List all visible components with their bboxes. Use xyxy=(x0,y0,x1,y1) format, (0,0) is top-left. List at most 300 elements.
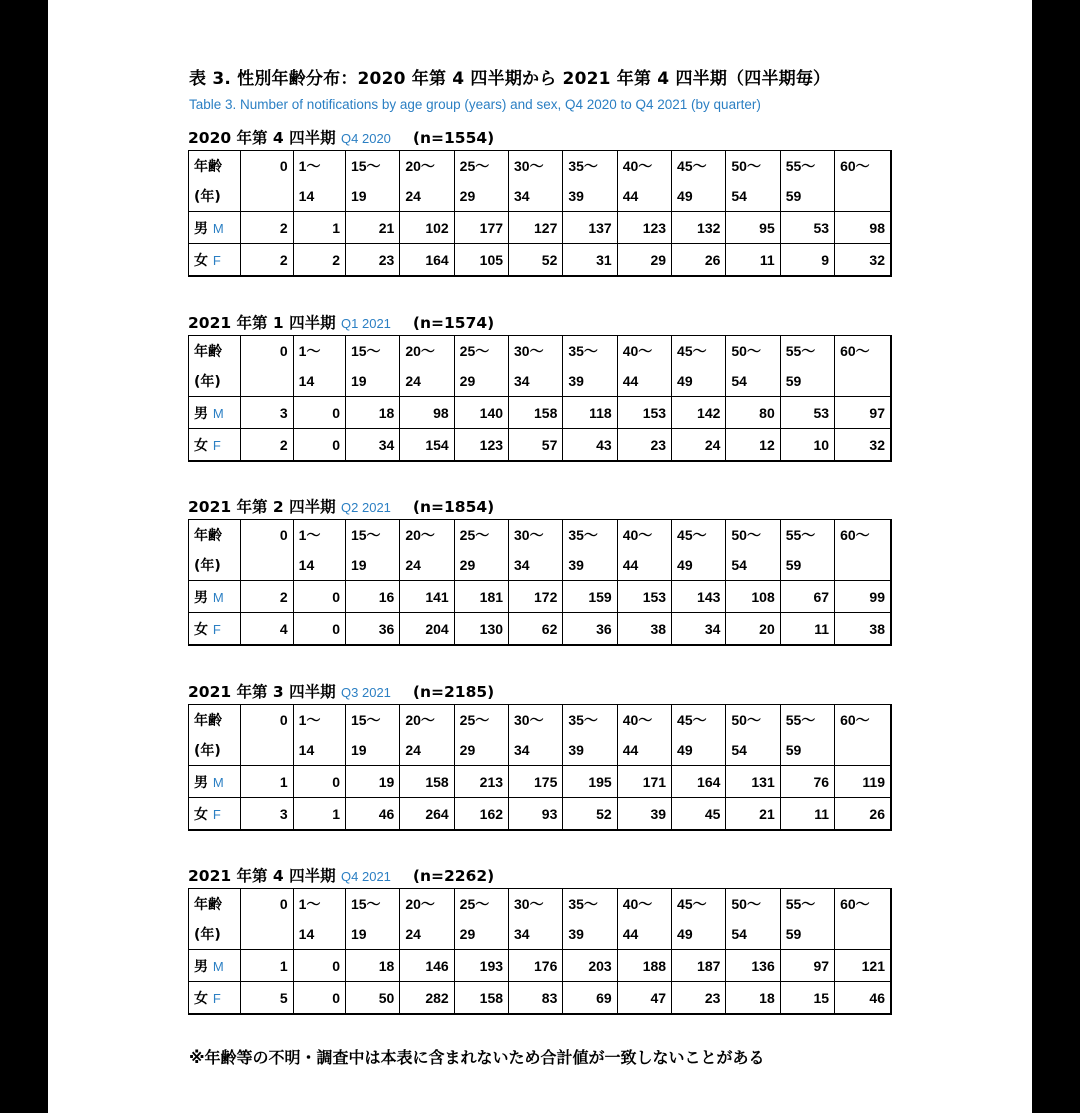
quarter-label-jp: 2020 年第 4 四半期 xyxy=(188,129,336,147)
count-cell: 95 xyxy=(726,212,780,244)
count-cell: 98 xyxy=(400,397,454,429)
sex-label xyxy=(189,798,241,831)
age-group-header: 20〜 xyxy=(400,520,454,551)
age-group-header-end xyxy=(835,550,891,581)
age-header-label: 年齢 xyxy=(189,336,241,367)
age-group-header-end: 44 xyxy=(617,735,671,766)
count-cell: 175 xyxy=(509,766,563,798)
quarter-label-jp: 2021 年第 1 四半期 xyxy=(188,314,336,332)
age-group-header: 25〜 xyxy=(454,705,508,736)
count-cell: 158 xyxy=(509,397,563,429)
age-group-header-end: 24 xyxy=(400,550,454,581)
count-cell: 193 xyxy=(454,950,508,982)
table-title: 表 3. 性別年齢分布：2020 年第 4 四半期から 2021 年第 4 四半期（四半期毎） xyxy=(189,69,831,89)
count-cell: 4 xyxy=(241,613,293,646)
age-unit-label: (年) xyxy=(189,919,241,950)
count-cell: 2 xyxy=(241,429,293,462)
age-group-header: 55〜 xyxy=(780,889,834,920)
age-group-header: 50〜 xyxy=(726,151,780,182)
count-cell: 23 xyxy=(672,982,726,1015)
count-cell: 34 xyxy=(672,613,726,646)
sex-label-jp: 男 xyxy=(194,774,208,791)
age-group-header-end: 14 xyxy=(293,735,345,766)
age-group-header: 55〜 xyxy=(780,151,834,182)
age-group-header: 15〜 xyxy=(345,151,399,182)
count-cell: 18 xyxy=(345,397,399,429)
quarter-heading xyxy=(188,864,892,888)
count-cell: 127 xyxy=(509,212,563,244)
count-cell: 1 xyxy=(293,212,345,244)
age-group-header-end: 24 xyxy=(400,919,454,950)
count-cell: 10 xyxy=(780,429,834,462)
age-group-header: 1〜 xyxy=(293,889,345,920)
count-cell: 11 xyxy=(780,613,834,646)
count-cell: 203 xyxy=(563,950,617,982)
age-group-header: 55〜 xyxy=(780,336,834,367)
age-group-header: 20〜 xyxy=(400,889,454,920)
quarter-count: (n=1554) xyxy=(412,129,495,147)
quarter-label-en: Q2 2021 xyxy=(341,500,391,515)
count-cell: 158 xyxy=(454,982,508,1015)
count-cell: 0 xyxy=(293,581,345,613)
sex-label-jp: 女 xyxy=(194,437,208,454)
count-cell: 132 xyxy=(672,212,726,244)
age-group-header-end: 44 xyxy=(617,550,671,581)
count-cell: 36 xyxy=(345,613,399,646)
document-page xyxy=(48,0,1032,1113)
age-group-header-end: 34 xyxy=(509,550,563,581)
age-group-header: 20〜 xyxy=(400,705,454,736)
age-group-header: 1〜 xyxy=(293,520,345,551)
count-cell: 204 xyxy=(400,613,454,646)
age-group-header: 60〜 xyxy=(835,336,891,367)
count-cell: 158 xyxy=(400,766,454,798)
female-row xyxy=(189,244,892,277)
sex-label-en: F xyxy=(212,252,221,268)
count-cell: 12 xyxy=(726,429,780,462)
age-sex-table xyxy=(188,888,892,1015)
quarter-block xyxy=(188,126,892,277)
age-group-header: 50〜 xyxy=(726,520,780,551)
age-group-header-end: 24 xyxy=(400,735,454,766)
age-group-header-end: 59 xyxy=(780,366,834,397)
footnote: ※年齢等の不明・調査中は本表に含まれないため合計値が一致しないことがある xyxy=(189,1048,765,1067)
age-group-header: 35〜 xyxy=(563,520,617,551)
age-group-header: 25〜 xyxy=(454,520,508,551)
quarter-label-jp: 2021 年第 2 四半期 xyxy=(188,498,336,516)
age-group-header: 0 xyxy=(241,336,293,367)
count-cell: 2 xyxy=(241,581,293,613)
count-cell: 47 xyxy=(617,982,671,1015)
count-cell: 39 xyxy=(617,798,671,831)
age-group-header: 40〜 xyxy=(617,151,671,182)
count-cell: 0 xyxy=(293,429,345,462)
age-group-header: 25〜 xyxy=(454,336,508,367)
sex-label-jp: 女 xyxy=(194,252,208,269)
count-cell: 188 xyxy=(617,950,671,982)
age-group-header: 45〜 xyxy=(672,520,726,551)
sex-label xyxy=(189,982,241,1015)
count-cell: 11 xyxy=(726,244,780,277)
age-group-header-end: 59 xyxy=(780,919,834,950)
age-group-header-end xyxy=(835,735,891,766)
quarter-block xyxy=(188,311,892,462)
female-row xyxy=(189,798,892,831)
count-cell: 2 xyxy=(241,244,293,277)
age-group-header-end: 39 xyxy=(563,366,617,397)
age-group-header-end: 29 xyxy=(454,919,508,950)
age-header-label: 年齢 xyxy=(189,889,241,920)
age-group-header: 20〜 xyxy=(400,336,454,367)
male-row xyxy=(189,581,892,613)
age-group-header: 55〜 xyxy=(780,705,834,736)
count-cell: 26 xyxy=(835,798,891,831)
count-cell: 264 xyxy=(400,798,454,831)
count-cell: 53 xyxy=(780,212,834,244)
age-group-header-end: 39 xyxy=(563,181,617,212)
count-cell: 50 xyxy=(345,982,399,1015)
age-group-header-end: 59 xyxy=(780,181,834,212)
count-cell: 282 xyxy=(400,982,454,1015)
count-cell: 123 xyxy=(454,429,508,462)
age-sex-table xyxy=(188,704,892,831)
age-group-header: 1〜 xyxy=(293,705,345,736)
age-group-header: 15〜 xyxy=(345,889,399,920)
age-group-header-end: 39 xyxy=(563,919,617,950)
sex-label xyxy=(189,581,241,613)
age-group-header: 60〜 xyxy=(835,151,891,182)
quarter-block xyxy=(188,495,892,646)
sex-label-en: F xyxy=(212,437,221,453)
sex-label-jp: 男 xyxy=(194,405,208,422)
quarter-heading xyxy=(188,311,892,335)
sex-label-en: M xyxy=(212,774,224,790)
sex-label-jp: 男 xyxy=(194,220,208,237)
sex-label-jp: 女 xyxy=(194,806,208,823)
age-unit-label: (年) xyxy=(189,366,241,397)
count-cell: 83 xyxy=(509,982,563,1015)
age-group-header: 40〜 xyxy=(617,889,671,920)
count-cell: 36 xyxy=(563,613,617,646)
count-cell: 45 xyxy=(672,798,726,831)
count-cell: 5 xyxy=(241,982,293,1015)
age-group-header: 1〜 xyxy=(293,151,345,182)
count-cell: 1 xyxy=(241,950,293,982)
quarter-count: (n=1854) xyxy=(412,498,495,516)
quarter-heading xyxy=(188,495,892,519)
age-group-header: 1〜 xyxy=(293,336,345,367)
sex-label-en: M xyxy=(212,958,224,974)
age-group-header: 40〜 xyxy=(617,520,671,551)
count-cell: 2 xyxy=(293,244,345,277)
age-group-header: 30〜 xyxy=(509,889,563,920)
sex-label xyxy=(189,397,241,429)
age-header-label: 年齢 xyxy=(189,705,241,736)
age-group-header: 20〜 xyxy=(400,151,454,182)
count-cell: 24 xyxy=(672,429,726,462)
age-group-header-end xyxy=(835,181,891,212)
age-unit-label: (年) xyxy=(189,181,241,212)
sex-label xyxy=(189,766,241,798)
age-group-header-end: 49 xyxy=(672,181,726,212)
count-cell: 136 xyxy=(726,950,780,982)
age-group-header-end: 29 xyxy=(454,181,508,212)
age-group-header-end xyxy=(241,366,293,397)
count-cell: 52 xyxy=(563,798,617,831)
age-group-header-end: 34 xyxy=(509,181,563,212)
age-group-header-end: 54 xyxy=(726,550,780,581)
quarter-block xyxy=(188,680,892,831)
age-group-header-end: 34 xyxy=(509,735,563,766)
count-cell: 62 xyxy=(509,613,563,646)
count-cell: 176 xyxy=(509,950,563,982)
age-group-header-end: 49 xyxy=(672,735,726,766)
age-group-header-end: 19 xyxy=(345,919,399,950)
age-group-header-end: 49 xyxy=(672,919,726,950)
age-group-header: 30〜 xyxy=(509,520,563,551)
count-cell: 108 xyxy=(726,581,780,613)
sex-label-jp: 女 xyxy=(194,990,208,1007)
count-cell: 1 xyxy=(241,766,293,798)
sex-label-en: F xyxy=(212,621,221,637)
age-group-header: 50〜 xyxy=(726,705,780,736)
age-group-header-end xyxy=(241,181,293,212)
age-group-header: 35〜 xyxy=(563,705,617,736)
age-group-header: 35〜 xyxy=(563,889,617,920)
age-unit-label: (年) xyxy=(189,735,241,766)
count-cell: 118 xyxy=(563,397,617,429)
male-row xyxy=(189,212,892,244)
sex-label xyxy=(189,429,241,462)
count-cell: 93 xyxy=(509,798,563,831)
male-row xyxy=(189,950,892,982)
count-cell: 162 xyxy=(454,798,508,831)
age-group-header: 0 xyxy=(241,889,293,920)
count-cell: 69 xyxy=(563,982,617,1015)
male-row xyxy=(189,766,892,798)
age-group-header: 25〜 xyxy=(454,889,508,920)
age-group-header-end: 54 xyxy=(726,181,780,212)
quarter-label-en: Q4 2021 xyxy=(341,869,391,884)
count-cell: 164 xyxy=(400,244,454,277)
count-cell: 53 xyxy=(780,397,834,429)
count-cell: 98 xyxy=(835,212,891,244)
age-group-header-end: 44 xyxy=(617,366,671,397)
quarter-label-en: Q3 2021 xyxy=(341,685,391,700)
age-group-header: 0 xyxy=(241,520,293,551)
quarter-label-en: Q1 2021 xyxy=(341,316,391,331)
count-cell: 99 xyxy=(835,581,891,613)
table-subtitle: Table 3. Number of notifications by age group (years) and sex, Q4 2020 to Q4 2021 (by quarter) xyxy=(189,97,761,112)
count-cell: 195 xyxy=(563,766,617,798)
age-sex-table xyxy=(188,150,892,277)
count-cell: 153 xyxy=(617,581,671,613)
sex-label xyxy=(189,950,241,982)
age-group-header: 0 xyxy=(241,705,293,736)
sex-label xyxy=(189,613,241,646)
age-group-header-end: 19 xyxy=(345,366,399,397)
count-cell: 67 xyxy=(780,581,834,613)
sex-label-en: M xyxy=(212,220,224,236)
sex-label-en: F xyxy=(212,806,221,822)
age-group-header: 60〜 xyxy=(835,520,891,551)
count-cell: 164 xyxy=(672,766,726,798)
count-cell: 172 xyxy=(509,581,563,613)
age-group-header-end: 39 xyxy=(563,550,617,581)
count-cell: 137 xyxy=(563,212,617,244)
count-cell: 97 xyxy=(835,397,891,429)
count-cell: 0 xyxy=(293,950,345,982)
age-group-header-end: 14 xyxy=(293,550,345,581)
count-cell: 32 xyxy=(835,244,891,277)
quarter-label-jp: 2021 年第 3 四半期 xyxy=(188,683,336,701)
count-cell: 46 xyxy=(345,798,399,831)
age-header-label: 年齢 xyxy=(189,151,241,182)
age-group-header: 0 xyxy=(241,151,293,182)
age-group-header-end: 39 xyxy=(563,735,617,766)
age-group-header-end: 34 xyxy=(509,366,563,397)
count-cell: 21 xyxy=(726,798,780,831)
count-cell: 34 xyxy=(345,429,399,462)
male-row xyxy=(189,397,892,429)
age-group-header-end: 59 xyxy=(780,735,834,766)
quarter-label-en: Q4 2020 xyxy=(341,131,391,146)
age-group-header-end: 54 xyxy=(726,735,780,766)
count-cell: 0 xyxy=(293,766,345,798)
age-group-header: 15〜 xyxy=(345,705,399,736)
age-sex-table xyxy=(188,519,892,646)
age-header-label: 年齢 xyxy=(189,520,241,551)
count-cell: 23 xyxy=(345,244,399,277)
age-group-header-end: 29 xyxy=(454,366,508,397)
count-cell: 0 xyxy=(293,613,345,646)
count-cell: 130 xyxy=(454,613,508,646)
age-group-header-end: 29 xyxy=(454,735,508,766)
count-cell: 0 xyxy=(293,982,345,1015)
age-group-header: 30〜 xyxy=(509,705,563,736)
count-cell: 23 xyxy=(617,429,671,462)
quarter-count: (n=2262) xyxy=(412,867,495,885)
age-group-header: 35〜 xyxy=(563,336,617,367)
age-group-header: 30〜 xyxy=(509,151,563,182)
age-group-header: 35〜 xyxy=(563,151,617,182)
count-cell: 38 xyxy=(835,613,891,646)
age-group-header: 30〜 xyxy=(509,336,563,367)
count-cell: 3 xyxy=(241,798,293,831)
count-cell: 131 xyxy=(726,766,780,798)
age-group-header: 25〜 xyxy=(454,151,508,182)
age-group-header-end xyxy=(241,550,293,581)
quarter-count: (n=2185) xyxy=(412,683,495,701)
age-group-header: 45〜 xyxy=(672,889,726,920)
quarter-count: (n=1574) xyxy=(412,314,495,332)
quarter-heading xyxy=(188,126,892,150)
sex-label-jp: 男 xyxy=(194,589,208,606)
count-cell: 15 xyxy=(780,982,834,1015)
count-cell: 0 xyxy=(293,397,345,429)
age-group-header-end: 54 xyxy=(726,366,780,397)
count-cell: 213 xyxy=(454,766,508,798)
age-group-header: 15〜 xyxy=(345,520,399,551)
age-unit-label: (年) xyxy=(189,550,241,581)
sex-label-en: F xyxy=(212,990,221,1006)
sex-label xyxy=(189,212,241,244)
age-group-header-end xyxy=(241,919,293,950)
count-cell: 38 xyxy=(617,613,671,646)
count-cell: 46 xyxy=(835,982,891,1015)
count-cell: 97 xyxy=(780,950,834,982)
quarter-label-jp: 2021 年第 4 四半期 xyxy=(188,867,336,885)
count-cell: 9 xyxy=(780,244,834,277)
age-group-header-end xyxy=(835,366,891,397)
count-cell: 11 xyxy=(780,798,834,831)
count-cell: 2 xyxy=(241,212,293,244)
sex-label-en: M xyxy=(212,405,224,421)
age-group-header-end xyxy=(835,919,891,950)
age-group-header-end: 59 xyxy=(780,550,834,581)
count-cell: 154 xyxy=(400,429,454,462)
count-cell: 141 xyxy=(400,581,454,613)
female-row xyxy=(189,613,892,646)
age-group-header-end: 24 xyxy=(400,366,454,397)
age-group-header-end: 19 xyxy=(345,181,399,212)
sex-label-jp: 男 xyxy=(194,958,208,975)
age-group-header-end: 44 xyxy=(617,919,671,950)
count-cell: 16 xyxy=(345,581,399,613)
count-cell: 29 xyxy=(617,244,671,277)
age-group-header-end: 44 xyxy=(617,181,671,212)
count-cell: 187 xyxy=(672,950,726,982)
count-cell: 31 xyxy=(563,244,617,277)
count-cell: 102 xyxy=(400,212,454,244)
age-group-header: 15〜 xyxy=(345,336,399,367)
count-cell: 121 xyxy=(835,950,891,982)
age-group-header-end: 49 xyxy=(672,550,726,581)
age-group-header-end: 24 xyxy=(400,181,454,212)
count-cell: 26 xyxy=(672,244,726,277)
age-group-header-end: 54 xyxy=(726,919,780,950)
female-row xyxy=(189,982,892,1015)
count-cell: 119 xyxy=(835,766,891,798)
age-group-header-end: 49 xyxy=(672,366,726,397)
age-group-header: 50〜 xyxy=(726,889,780,920)
count-cell: 159 xyxy=(563,581,617,613)
count-cell: 57 xyxy=(509,429,563,462)
age-group-header: 40〜 xyxy=(617,336,671,367)
count-cell: 105 xyxy=(454,244,508,277)
age-group-header-end: 14 xyxy=(293,919,345,950)
age-group-header: 60〜 xyxy=(835,705,891,736)
count-cell: 43 xyxy=(563,429,617,462)
age-group-header-end: 19 xyxy=(345,735,399,766)
age-group-header-end: 14 xyxy=(293,181,345,212)
age-group-header-end: 14 xyxy=(293,366,345,397)
count-cell: 146 xyxy=(400,950,454,982)
age-sex-table xyxy=(188,335,892,462)
quarter-heading xyxy=(188,680,892,704)
count-cell: 18 xyxy=(345,950,399,982)
age-group-header-end xyxy=(241,735,293,766)
age-group-header: 55〜 xyxy=(780,520,834,551)
female-row xyxy=(189,429,892,462)
sex-label-en: M xyxy=(212,589,224,605)
count-cell: 80 xyxy=(726,397,780,429)
age-group-header: 40〜 xyxy=(617,705,671,736)
count-cell: 21 xyxy=(345,212,399,244)
sex-label xyxy=(189,244,241,277)
count-cell: 177 xyxy=(454,212,508,244)
count-cell: 3 xyxy=(241,397,293,429)
